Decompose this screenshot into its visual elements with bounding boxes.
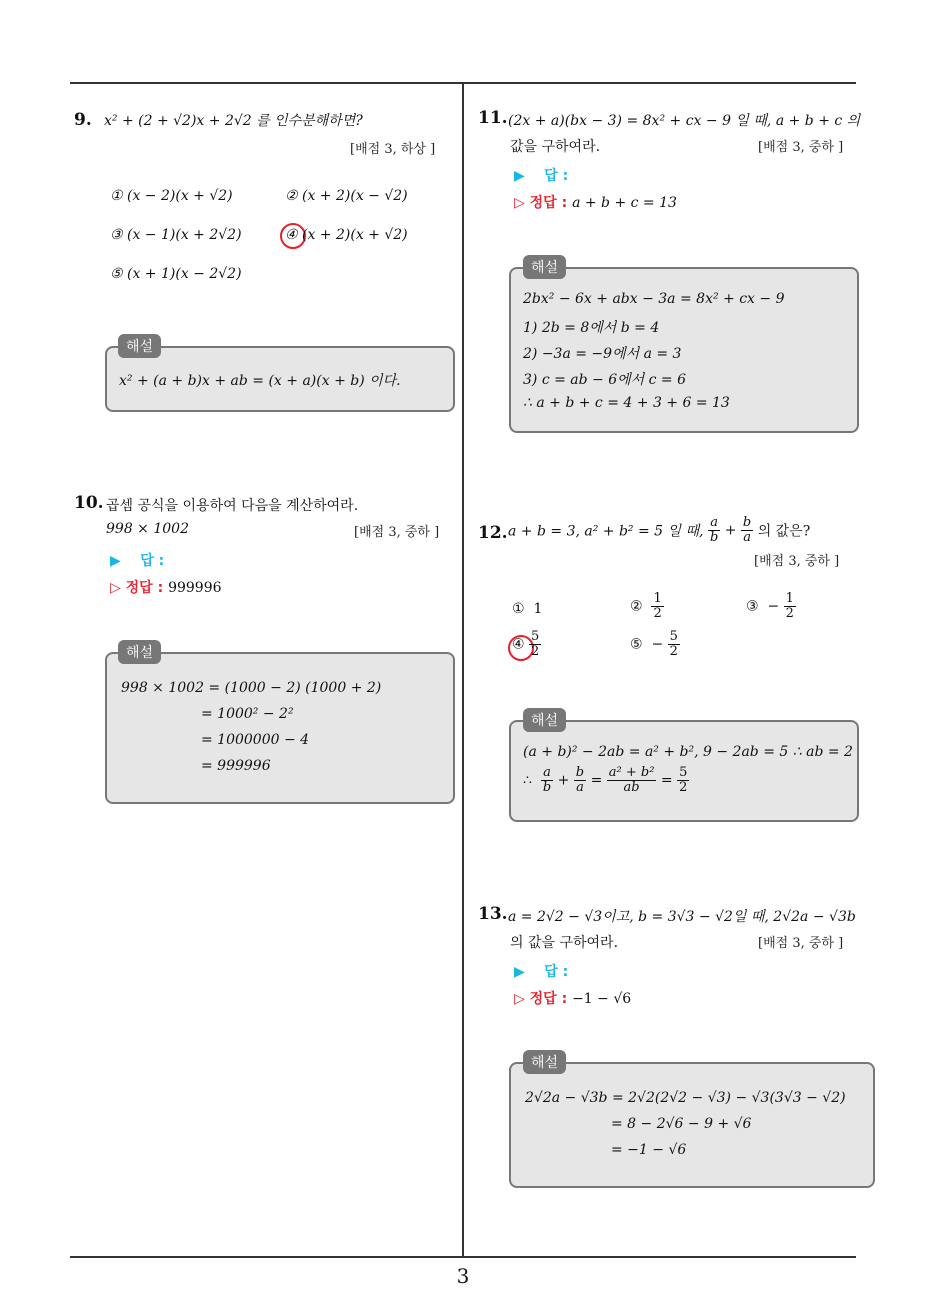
q13-solution-line-2: = 8 − 2√6 − 9 + √6 [611,1116,752,1132]
q13-solution-line-3: = −1 − √6 [611,1142,687,1158]
q9-option-5[interactable]: ⑤ (x + 1)(x − 2√2) [110,266,242,282]
q9-solution-tag: 해설 [118,334,161,358]
q11-answer-label: 답 : [544,168,569,184]
q13-correct-label: 정답 : [529,991,568,1007]
q10-number: 10. [74,493,104,513]
q13-solution-tag: 해설 [523,1050,566,1074]
q10-solution-line-4: = 999996 [201,758,271,774]
q12-option-1-mark: ① [512,601,525,617]
q12-option-5-frac: $\frac{5}{2}$ [669,629,678,659]
bottom-rule [70,1256,856,1258]
q11-score: [배점 3, 중하 ] [758,140,844,155]
q12-option-4[interactable] [512,630,541,659]
q11-answer-line [514,165,568,185]
q10-answer-value: 999996 [168,580,222,596]
q11-solution-box [509,267,859,433]
q13-correct-line [514,988,631,1008]
q12-solution-line-2: ∴ $\frac{a}{b}$ + $\frac{b}{a}$ = $\frac{\text{a² + b²}}{ab}$ = $\frac{5}{2}$ [523,765,688,795]
q10-correct-line [110,577,222,597]
q11-solution-line-3: 2) −3a = −9에서 a = 3 [523,346,682,362]
q11-correct-label: 정답 : [529,195,568,211]
q12-number: 12. [478,523,508,543]
q11-solution-tag: 해설 [523,255,566,279]
q11-answer-value: a + b + c = 13 [572,195,677,211]
q9-option-2[interactable]: ② (x + 2)(x − √2) [285,188,408,204]
q13-answer-line [514,961,568,981]
q12-score: [배점 3, 중하 ] [754,554,840,569]
q11-correct-line [514,192,677,212]
outline-arrow-icon: ▷ [514,195,525,211]
outline-arrow-icon: ▷ [110,580,121,596]
q11-solution-line-5: ∴ a + b + c = 4 + 3 + 6 = 13 [523,395,730,411]
play-arrow-icon: ▶ [514,168,525,184]
q10-correct-label: 정답 : [125,580,164,596]
q13-answer-value: −1 − √6 [572,991,632,1007]
q11-text-line2: 값을 구하여라. [510,139,601,155]
q13-answer-label: 답 : [544,964,569,980]
q13-number: 13. [478,904,508,924]
q10-score: [배점 3, 중하 ] [354,525,440,540]
q11-text-line1: (2x + a)(bx − 3) = 8x² + cx − 9 일 때, a + b + c 의 [508,113,861,129]
q12-option-5[interactable] [630,630,680,659]
column-divider [462,83,464,1258]
q10-expression: 998 × 1002 [106,521,189,537]
q12-option-2-mark: ② [630,598,643,615]
q12-frac-b-over-a: $\frac{b}{a}$ [742,515,752,545]
q10-solution-line-1: 998 × 1002 = (1000 − 2) (1000 + 2) [121,680,382,696]
q9-number: 9. [74,110,92,130]
q10-text: 곱셈 공식을 이용하여 다음을 계산하여라. [106,498,359,514]
q12-solution-line-1: (a + b)² − 2ab = a² + b², 9 − 2ab = 5 ∴ ab = 2 [523,744,853,760]
q10-answer-label: 답 : [140,553,165,569]
q12-option-3[interactable] [746,592,796,621]
q12-option-3-mark: ③ [746,598,759,615]
q12-option-3-frac: $\frac{1}{2}$ [785,591,794,621]
q9-option-3[interactable]: ③ (x − 1)(x + 2√2) [110,227,242,243]
q12-solution-box [509,720,859,822]
play-arrow-icon: ▶ [514,964,525,980]
q10-solution-tag: 해설 [118,640,161,664]
q9-text: x² + (2 + √2)x + 2√2 를 인수분해하면? [104,113,363,129]
q12-option-4-frac: $\frac{5}{2}$ [531,629,540,659]
q11-solution-line-2: 1) 2b = 8에서 b = 4 [523,320,660,336]
q13-score: [배점 3, 중하 ] [758,936,844,951]
q13-text-line2: 의 값을 구하여라. [510,935,619,951]
q12-frac-a-over-b: $\frac{a}{b}$ [709,515,719,545]
q12-option-5-mark: ⑤ [630,636,643,653]
page-number: 3 [456,1264,470,1288]
q12-text: a + b = 3, a² + b² = 5 일 때, $\frac{a}{b}$ + $\frac{b}{a}$ 의 값은? [508,515,811,545]
q13-solution-line-1: 2√2a − √3b = 2√2(2√2 − √3) − √3(3√3 − √2) [525,1090,846,1106]
q12-option-5-sign: − [651,636,664,653]
q10-solution-box [105,652,455,804]
q12-option-1[interactable] [512,601,542,617]
outline-arrow-icon: ▷ [514,991,525,1007]
q9-solution-line: x² + (a + b)x + ab = (x + a)(x + b) 이다. [119,373,401,389]
q11-solution-line-4: 3) c = ab − 6에서 c = 6 [523,372,687,388]
q12-option-2[interactable] [630,592,664,621]
q10-solution-line-3: = 1000000 − 4 [201,732,310,748]
q13-solution-box [509,1062,875,1188]
q10-solution-line-2: = 1000² − 2² [201,706,294,722]
q12-option-3-sign: − [767,598,780,615]
q9-score: [배점 3, 하상 ] [350,142,436,157]
play-arrow-icon: ▶ [110,553,121,569]
q11-solution-line-1: 2bx² − 6x + abx − 3a = 8x² + cx − 9 [523,291,785,307]
q12-option-4-mark: ④ [512,636,525,653]
q10-answer-line [110,550,164,570]
q9-option-1[interactable]: ① (x − 2)(x + √2) [110,188,233,204]
q12-text-before: a + b = 3, a² + b² = 5 일 때, [508,523,704,540]
q12-solution-tag: 해설 [523,708,566,732]
q12-option-1-value: 1 [533,601,543,617]
q13-text-line1: a = 2√2 − √3이고, b = 3√3 − √2일 때, 2√2a − √3b [508,909,856,925]
q12-option-2-frac: $\frac{1}{2}$ [653,591,662,621]
q11-number: 11. [478,108,508,128]
q12-text-after: 의 값은? [757,523,811,540]
q9-option-4[interactable]: ④ (x + 2)(x + √2) [285,227,408,243]
